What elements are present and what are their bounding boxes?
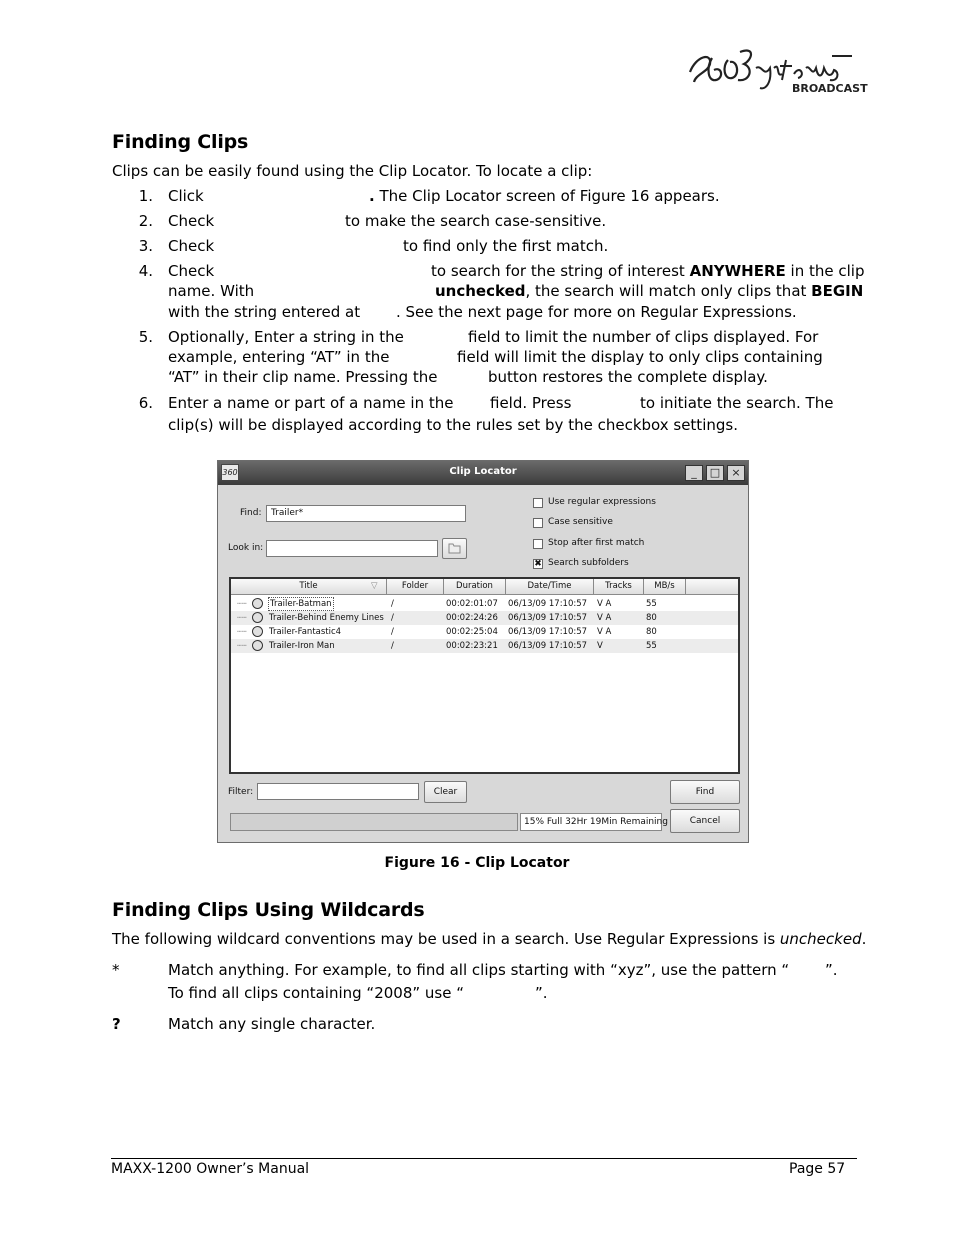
step-text: to make the search case-sensitive.: [345, 212, 607, 230]
step-text: clip(s) will be displayed according to the rules set by the checkbox settings.: [168, 416, 738, 434]
folder-icon: [443, 539, 466, 558]
tree-connector-icon: ┄┄: [237, 599, 247, 608]
use-regex-checkbox[interactable]: [533, 498, 543, 508]
case-sensitive-label: Case sensitive: [548, 517, 613, 527]
step-text: Enter a name or part of a name in the: [168, 394, 454, 412]
results-table[interactable]: [229, 577, 740, 774]
filter-label: Filter:: [228, 787, 254, 797]
column-header-title[interactable]: Title ▽: [231, 579, 387, 595]
step-text: to search for the string of interest ANYWHERE in the clip: [431, 262, 865, 280]
minimize-button[interactable]: _: [685, 465, 703, 481]
clip-icon: [252, 640, 263, 651]
clip-icon: [252, 612, 263, 623]
find-label: Find:: [240, 508, 262, 518]
step-text: “AT” in their clip name. Pressing the: [168, 368, 438, 386]
search-subfolders-label: Search subfolders: [548, 558, 629, 568]
find-button[interactable]: Find: [670, 780, 740, 804]
clip-locator-window: [217, 460, 749, 843]
case-sensitive-checkbox[interactable]: [533, 518, 543, 528]
step-text: Check: [168, 237, 215, 255]
tree-connector-icon: ┄┄: [237, 627, 247, 636]
step-text: Check: [168, 212, 215, 230]
intro-text: Clips can be easily found using the Clip Locator. To locate a clip:: [112, 162, 593, 180]
step-text: Optionally, Enter a string in the: [168, 328, 404, 346]
step-number: 5.: [138, 328, 153, 346]
lookin-label: Look in:: [228, 543, 264, 553]
column-header-folder[interactable]: Folder: [387, 579, 444, 595]
clip-icon: [252, 598, 263, 609]
table-row[interactable]: ┄┄ Trailer-Behind Enemy Lines / 00:02:24:26 06/13/09 17:10:57 V A 80: [231, 611, 738, 625]
step-number: 2.: [138, 212, 153, 230]
wildcard-text: ”.: [535, 984, 548, 1002]
browse-folder-button[interactable]: [442, 538, 467, 559]
clear-button[interactable]: Clear: [424, 781, 467, 803]
wildcard-symbol: ?: [112, 1015, 121, 1033]
wildcard-text: ”.: [825, 961, 838, 979]
window-title: Clip Locator: [449, 466, 517, 477]
find-input[interactable]: Trailer*: [266, 505, 466, 522]
step-text: to initiate the search. The: [640, 394, 834, 412]
step-number: 4.: [138, 262, 153, 280]
step-text: . The Clip Locator screen of Figure 16 appears.: [369, 187, 720, 205]
step-text: field. Press: [490, 394, 572, 412]
app-icon[interactable]: 360: [221, 464, 239, 481]
check-mark-icon: ✖: [534, 559, 542, 569]
wildcard-symbol: *: [112, 961, 120, 979]
step-text: name. With: [168, 282, 255, 300]
sort-arrow-icon: ▽: [371, 581, 378, 591]
brand-logo: [682, 38, 868, 100]
table-row[interactable]: ┄┄ Trailer-Fantastic4 / 00:02:25:04 06/13/09 17:10:57 V A 80: [237, 627, 657, 637]
tree-connector-icon: ┄┄: [237, 613, 247, 622]
step-number: 3.: [138, 237, 153, 255]
wildcard-text: To find all clips containing “2008” use “: [168, 984, 465, 1002]
table-row[interactable]: ┄┄ Trailer-Batman / 00:02:01:07 06/13/09 17:10:57 V A 55: [237, 599, 657, 609]
clip-icon: [252, 626, 263, 637]
lookin-input[interactable]: [266, 540, 438, 557]
table-row[interactable]: ┄┄ Trailer-Iron Man / 00:02:23:21 06/13/09 17:10:57 V 55: [231, 639, 738, 653]
section-title-finding-clips: Finding Clips: [112, 131, 249, 153]
cancel-button[interactable]: Cancel: [670, 809, 740, 833]
wildcard-text: Match any single character.: [168, 1015, 376, 1033]
step-text: . See the next page for more on Regular Expressions.: [396, 303, 797, 321]
footer-manual-title: MAXX-1200 Owner’s Manual: [111, 1161, 310, 1177]
step-number: 1.: [138, 187, 153, 205]
stop-first-match-label: Stop after first match: [548, 538, 645, 548]
wildcard-text: Match anything. For example, to find all clips starting with “xyz”, use the pattern “: [168, 961, 790, 979]
progress-bar: [230, 813, 518, 831]
wildcards-intro: The following wildcard conventions may be used in a search. Use Regular Expressions is unchecked.: [112, 930, 867, 948]
section-title-wildcards: Finding Clips Using Wildcards: [112, 899, 425, 921]
column-header-datetime[interactable]: Date/Time: [506, 579, 594, 595]
column-header-duration[interactable]: Duration: [444, 579, 506, 595]
step-text: example, entering “AT” in the: [168, 348, 390, 366]
use-regex-label: Use regular expressions: [548, 497, 656, 507]
step-number: 6.: [138, 394, 153, 412]
step-text: button restores the complete display.: [488, 368, 768, 386]
step-text: field to limit the number of clips displayed. For: [468, 328, 819, 346]
maximize-button[interactable]: □: [706, 465, 724, 481]
step-text: to find only the first match.: [403, 237, 609, 255]
step-text: Check: [168, 262, 215, 280]
column-header-mbs[interactable]: MB/s: [644, 579, 686, 595]
logo-sub-text: BROADCAST: [792, 82, 868, 95]
step-text: unchecked, the search will match only clips that BEGIN: [435, 282, 864, 300]
step-text: Click: [168, 187, 204, 205]
close-button[interactable]: ×: [727, 465, 745, 481]
column-header-spacer: [686, 579, 738, 595]
column-header-tracks[interactable]: Tracks: [594, 579, 644, 595]
search-subfolders-checkbox[interactable]: [533, 559, 543, 569]
stop-first-match-checkbox[interactable]: [533, 539, 543, 549]
tree-connector-icon: ┄┄: [237, 641, 247, 650]
page-number: Page 57: [789, 1161, 846, 1177]
step-text: field will limit the display to only clips containing: [457, 348, 823, 366]
step-text: with the string entered at: [168, 303, 361, 321]
figure-caption: Figure 16 - Clip Locator: [384, 855, 570, 871]
storage-status: 15% Full 32Hr 19Min Remaining: [520, 813, 662, 831]
filter-input[interactable]: [257, 783, 419, 800]
